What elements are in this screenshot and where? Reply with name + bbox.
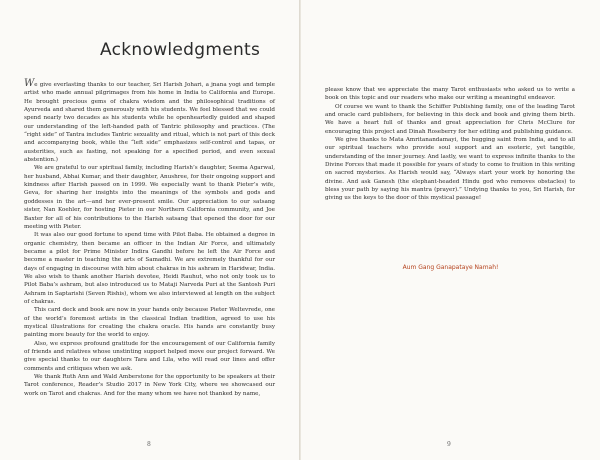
drop-cap: W xyxy=(24,78,35,89)
paragraph-text: e give everlasting thanks to our teacher, Sri Harish Johari, a jnana yogi and temple artist who made annual pilgrimages from his home in India to California and Europe. He brought precious gems of chakra wisdom and the philosophical traditions of Ayurveda and shared them generously with his students. We feel blessed that we could spend nearly two decades as his students while he openheartedly guided and shaped our understanding of the left-handed path of Tantric philosophy and practices. (The “right side” of Tantra includes Tantric sexuality and ritual, which is not part of this deck and accompanying book, while the “left side” emphasizes self-control and tapas, or austerities, such as fasting, not speaking for a specified period, and even sexual abstention.) xyxy=(24,82,275,164)
paragraph: We thank Ruth Ann and Wald Amberstone for the opportunity to be speakers at their Tarot conference, Reader’s Studio 2017 in New York City, where we showcased our work on Tarot and chakras. And for the many whom we have not thanked by name, xyxy=(24,374,275,397)
left-body-text xyxy=(24,80,275,398)
paragraph: It was also our good fortune to spend time with Pilot Baba. He obtained a degree in organic chemistry, then became an officer in the Indian Air Force, and ultimately became a pilot for Prime Minister Indira Gandhi before he left the Air Force and become a master in teaching the arts of Samadhi. We are extremely thankful for our days of engaging in discourse with him about chakras in his ashram in Haridwar, India. We also wish to thank another Harish devotee, Heidi Rauhut, who not only took us to Pilot Baba’s ashram, but also introduced us to Mataji Narveda Puri at the Santosh Puri Ashram in Saptarishi (Seven Rishis), whom we also interviewed at length on the subject of chakras. xyxy=(24,232,275,305)
paragraph: Also, we express profound gratitude for the encouragement of our California family of friends and relatives whose unstinting support helped move our project forward. We give special thanks to our daughters Tara and Lila, who will read our lines and offer comments and critiques when we ask. xyxy=(24,340,275,372)
page-number: 9 xyxy=(447,441,451,448)
paragraph: We give thanks to Mata Amritanandamayi, the hugging saint from India, and to all our spiritual teachers who provide soul support and an esoteric, yet tangible, understanding of the inner journey. And lastly, we want to express infinite thanks to the Divine Forces that made it possible for years of study to come to fruition in this writing on sacred mysteries. As Harish would say, “Always start your work by honoring the divine. And ask Ganesh (the elephant-headed Hindu god who removes obstacles) to bless your path by saying his mantra (prayer).” Undying thanks to you, Sri Harish, for giving us the keys to the door of this mystical passage! xyxy=(325,137,575,202)
page-number: 8 xyxy=(147,441,151,448)
paragraph: Of course we want to thank the Schiffer Publishing family, one of the leading Tarot and oracle card publishers, for believing in this deck and book and giving them birth. We have a heart full of thanks and great appreciation for Chris McClure for encouraging this project and Dinah Roseberry for her editing and publishing guidance. xyxy=(325,103,575,135)
paragraph xyxy=(24,80,275,164)
right-page xyxy=(301,0,600,460)
paragraph: We are grateful to our spiritual family, including Harish’s daughter, Seema Agarwal, her husband, Abhai Kumar, and their daughter, Anushree, for their ongoing support and kindness after Harish passed on in 1999. We especially want to thank Pieter’s wife, Geva, for sharing her insights into the meanings of the symbols and gods and goddesses in the art—and her ever-present smile. Our appreciation to our satsang sister, Nan Koehler, for hosting Pieter in our Northern California community, and Joe Baxter for all of his contributions to the Harish satsang that opened the door for our meeting with Pieter. xyxy=(24,165,275,230)
page-title: Acknowledgments xyxy=(100,40,261,60)
paragraph: please know that we appreciate the many Tarot enthusiasts who asked us to write a book on this topic and our readers who make our writing a meaningful endeavor. xyxy=(325,87,575,102)
left-page xyxy=(0,0,299,460)
mantra-line: Aum Gang Ganapataye Namah! xyxy=(402,264,499,271)
paragraph: This card deck and book are now in your hands only because Pieter Weltevrede, one of the world’s foremost artists in the classical Indian tradition, agreed to use his mystical illustrations for creating the chakra oracle. His hands are constantly busy painting more beauty for the world to enjoy. xyxy=(24,307,275,339)
right-body-text xyxy=(325,86,575,203)
